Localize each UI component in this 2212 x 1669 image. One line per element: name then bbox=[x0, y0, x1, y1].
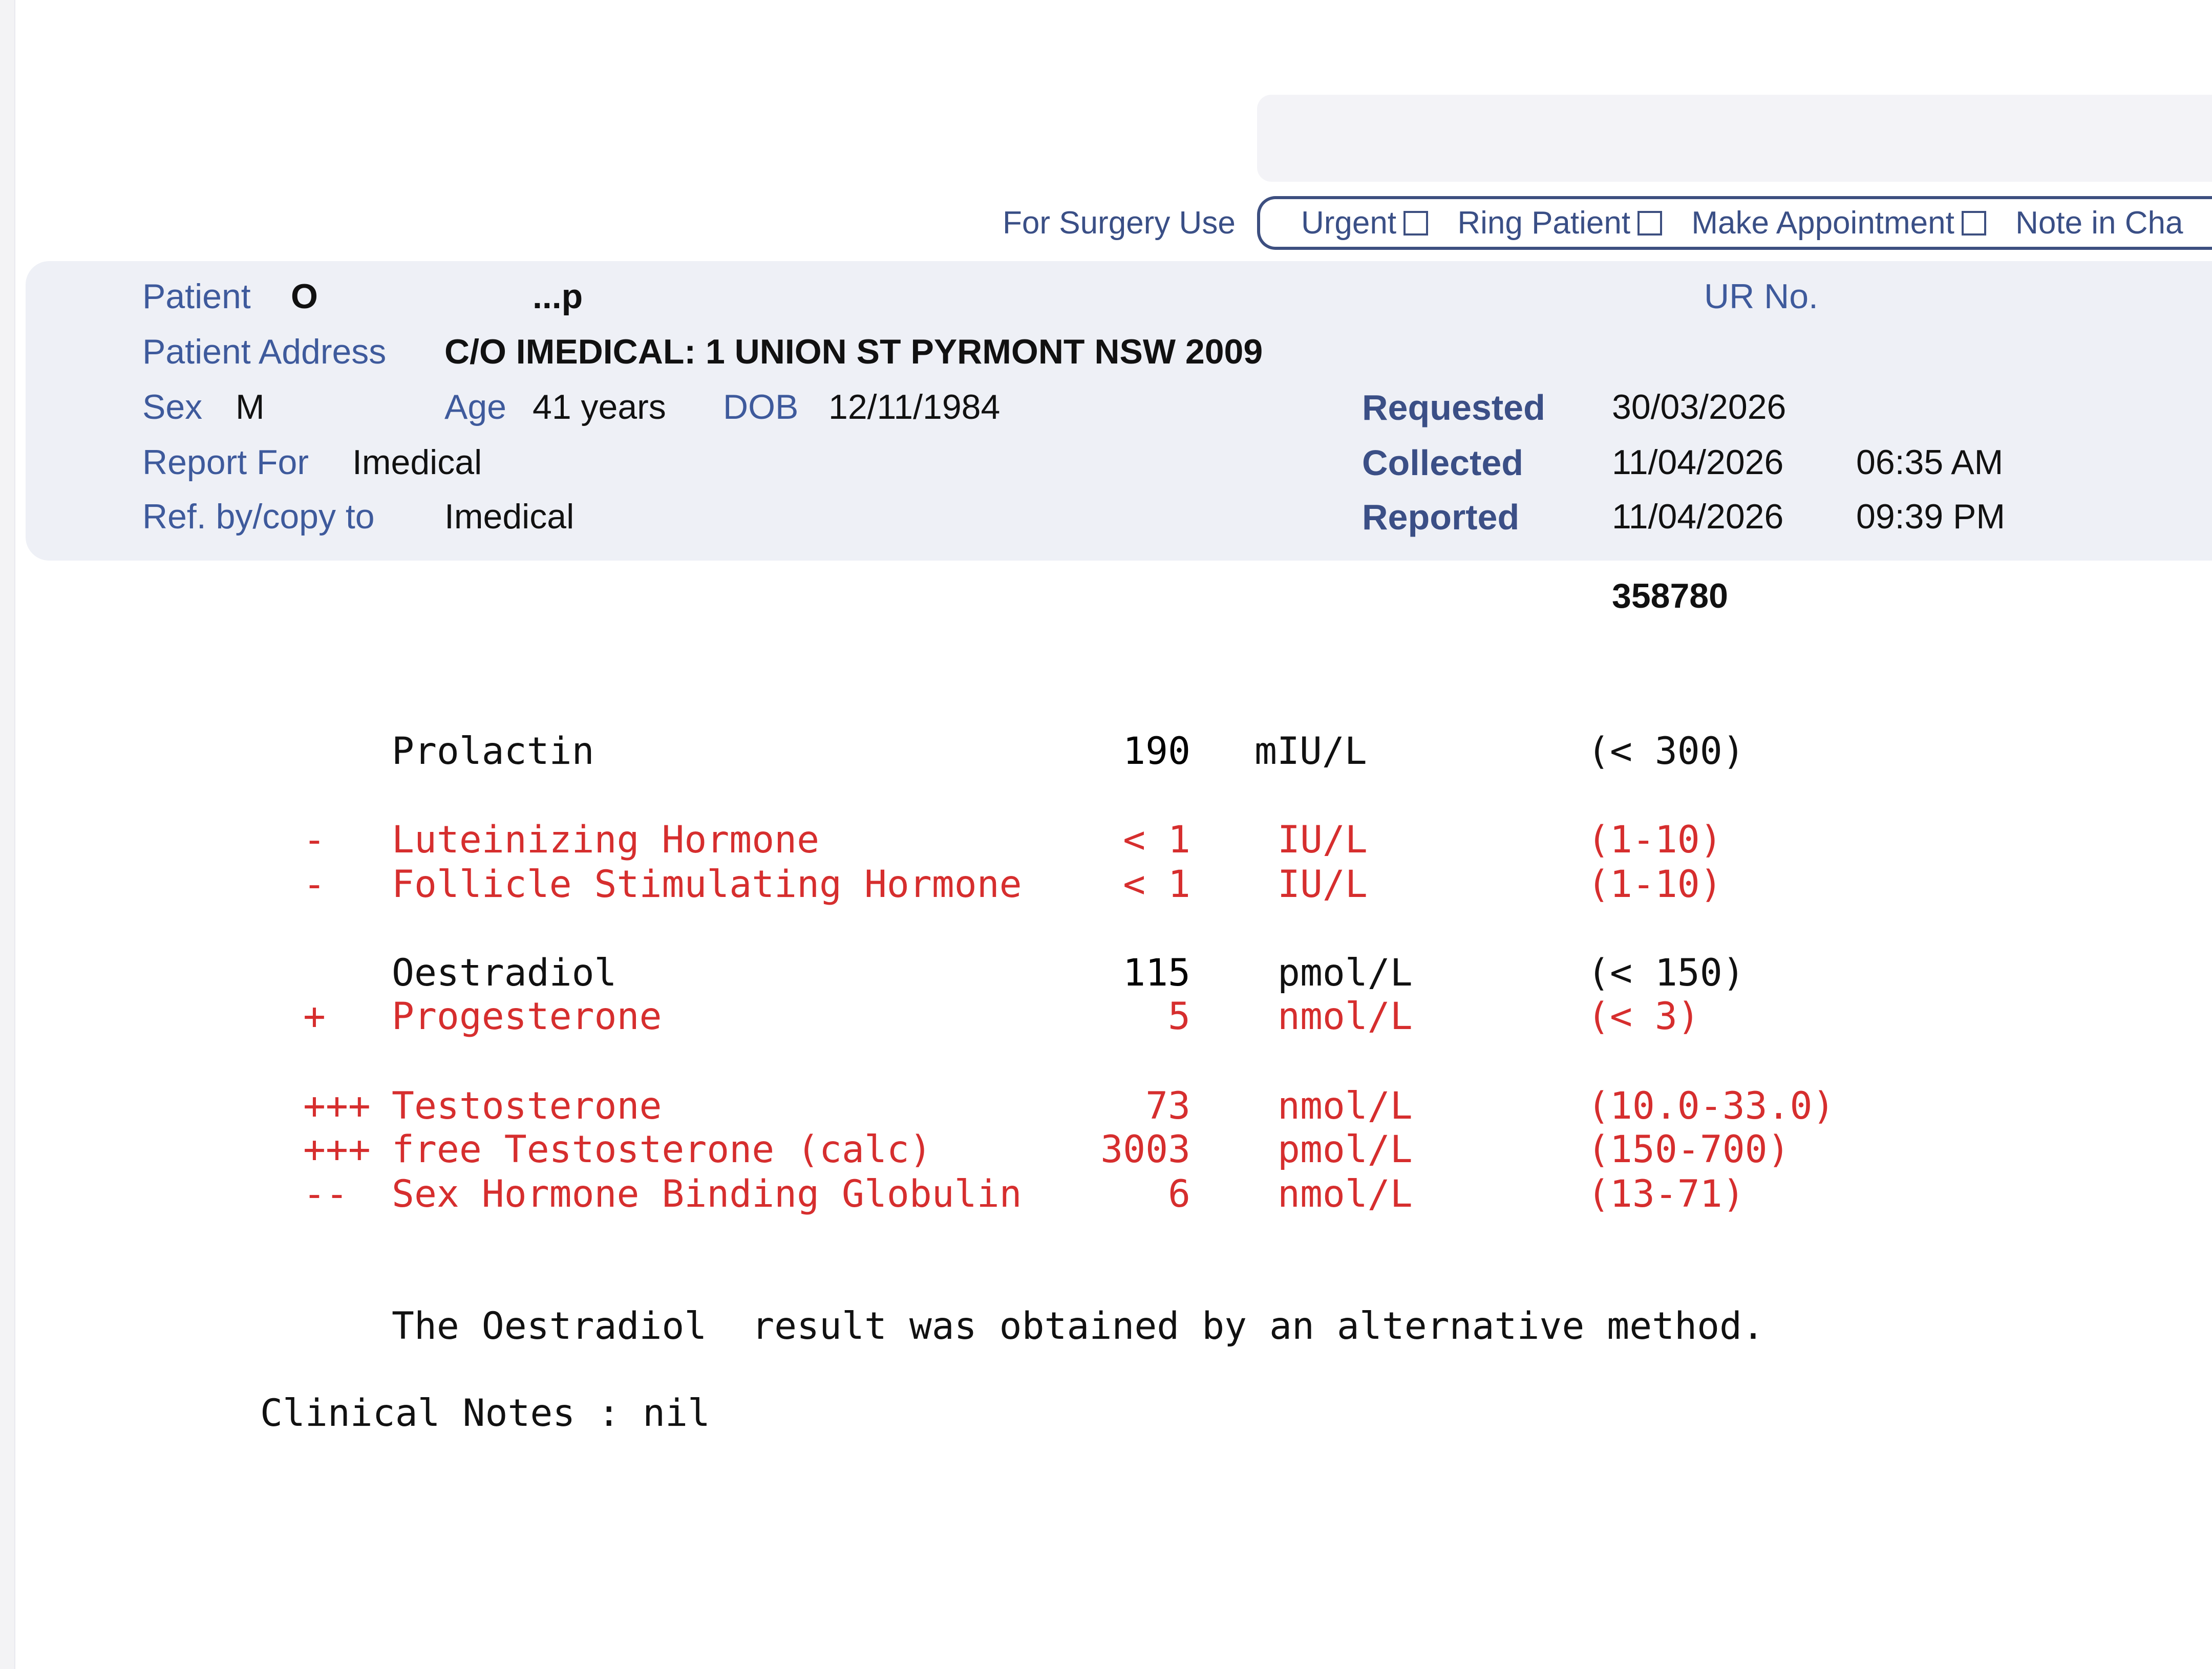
result-reference-range: (1-10) bbox=[1587, 818, 1722, 862]
result-unit: nmol/L bbox=[1278, 995, 1413, 1038]
result-unit: IU/L bbox=[1278, 818, 1368, 862]
result-reference-range: (1-10) bbox=[1587, 863, 1722, 906]
make-appointment-option[interactable] bbox=[1691, 205, 1986, 241]
result-flag: -- bbox=[303, 1172, 348, 1216]
ref-copy-value: Imedical bbox=[444, 497, 575, 536]
result-test-name: Progesterone bbox=[392, 995, 662, 1038]
surgery-options-box bbox=[1257, 196, 2212, 250]
result-value: < 1 bbox=[1123, 863, 1190, 906]
report-for-label: Report For bbox=[142, 443, 309, 482]
requested-label: Requested bbox=[1362, 388, 1545, 427]
blank-header-box bbox=[1257, 95, 2212, 182]
result-unit: pmol/L bbox=[1278, 951, 1413, 995]
result-unit: nmol/L bbox=[1278, 1084, 1413, 1128]
result-test-name: free Testosterone (calc) bbox=[392, 1128, 932, 1171]
collected-time: 06:35 AM bbox=[1856, 443, 2004, 482]
collected-label: Collected bbox=[1362, 443, 1524, 483]
patient-name-tail: ...p bbox=[533, 277, 583, 316]
age-label: Age bbox=[444, 388, 506, 426]
ring-patient-label: Ring Patient bbox=[1457, 205, 1631, 241]
result-value: < 1 bbox=[1123, 818, 1190, 862]
result-test-name: Oestradiol bbox=[392, 951, 617, 995]
sex-value: M bbox=[236, 388, 265, 426]
patient-address-value: C/O IMEDICAL: 1 UNION ST PYRMONT NSW 2009 bbox=[444, 332, 1263, 371]
reported-label: Reported bbox=[1362, 497, 1520, 537]
clinical-notes: Clinical Notes : nil bbox=[260, 1392, 710, 1435]
result-reference-range: (< 150) bbox=[1587, 951, 1745, 995]
urgent-label: Urgent bbox=[1301, 205, 1397, 241]
result-value: 73 bbox=[1145, 1084, 1190, 1128]
report-for-value: Imedical bbox=[352, 443, 482, 482]
patient-name-value: O bbox=[291, 277, 318, 316]
ring-patient-checkbox[interactable] bbox=[1637, 211, 1662, 236]
result-unit: IU/L bbox=[1278, 863, 1368, 906]
patient-address-label: Patient Address bbox=[142, 332, 387, 371]
result-flag: +++ bbox=[303, 1084, 371, 1128]
result-test-name: Testosterone bbox=[392, 1084, 662, 1128]
result-flag: - bbox=[303, 863, 326, 906]
result-value: 190 bbox=[1123, 730, 1190, 773]
result-reference-range: (150-700) bbox=[1587, 1128, 1790, 1171]
result-test-name: Prolactin bbox=[392, 730, 594, 773]
lab-number: 358780 bbox=[1612, 576, 1728, 615]
result-reference-range: (10.0-33.0) bbox=[1587, 1084, 1835, 1128]
reported-date: 11/04/2026 bbox=[1612, 497, 1784, 536]
result-value: 115 bbox=[1123, 951, 1190, 995]
result-value: 5 bbox=[1168, 995, 1190, 1038]
make-appointment-checkbox[interactable] bbox=[1962, 211, 1986, 236]
make-appointment-label: Make Appointment bbox=[1691, 205, 1954, 241]
reported-time: 09:39 PM bbox=[1856, 497, 2006, 536]
result-test-name: Follicle Stimulating Hormone bbox=[392, 863, 1022, 906]
ref-copy-label: Ref. by/copy to bbox=[142, 497, 375, 536]
result-reference-range: (< 3) bbox=[1587, 995, 1700, 1038]
note-in-chart-label: Note in Cha bbox=[2015, 205, 2183, 241]
collected-date: 11/04/2026 bbox=[1612, 443, 1784, 482]
patient-label: Patient bbox=[142, 277, 251, 316]
urgent-checkbox[interactable] bbox=[1403, 211, 1428, 236]
page-left-edge bbox=[0, 0, 15, 1669]
result-value: 6 bbox=[1168, 1172, 1190, 1216]
note-in-chart-option[interactable] bbox=[2015, 205, 2183, 241]
result-test-name: Sex Hormone Binding Globulin bbox=[392, 1172, 1022, 1216]
result-reference-range: (13-71) bbox=[1587, 1172, 1745, 1216]
result-flag: + bbox=[303, 995, 326, 1038]
surgery-use-label: For Surgery Use bbox=[1003, 205, 1236, 241]
ring-patient-option[interactable] bbox=[1457, 205, 1662, 241]
urgent-option[interactable] bbox=[1301, 205, 1428, 241]
sex-label: Sex bbox=[142, 388, 203, 426]
age-value: 41 years bbox=[533, 388, 666, 426]
result-unit: nmol/L bbox=[1278, 1172, 1413, 1216]
requested-date: 30/03/2026 bbox=[1612, 388, 1786, 426]
result-value: 3003 bbox=[1100, 1128, 1190, 1171]
result-reference-range: (< 300) bbox=[1587, 730, 1745, 773]
oestradiol-method-note: The Oestradiol result was obtained by an alternative method. bbox=[392, 1304, 1764, 1348]
dob-value: 12/11/1984 bbox=[828, 388, 1001, 426]
result-unit: mIU/L bbox=[1254, 730, 1367, 773]
result-unit: pmol/L bbox=[1278, 1128, 1413, 1171]
dob-label: DOB bbox=[723, 388, 799, 426]
result-flag: +++ bbox=[303, 1128, 371, 1171]
result-flag: - bbox=[303, 818, 326, 862]
result-test-name: Luteinizing Hormone bbox=[392, 818, 820, 862]
ur-number-label: UR No. bbox=[1704, 277, 1818, 316]
